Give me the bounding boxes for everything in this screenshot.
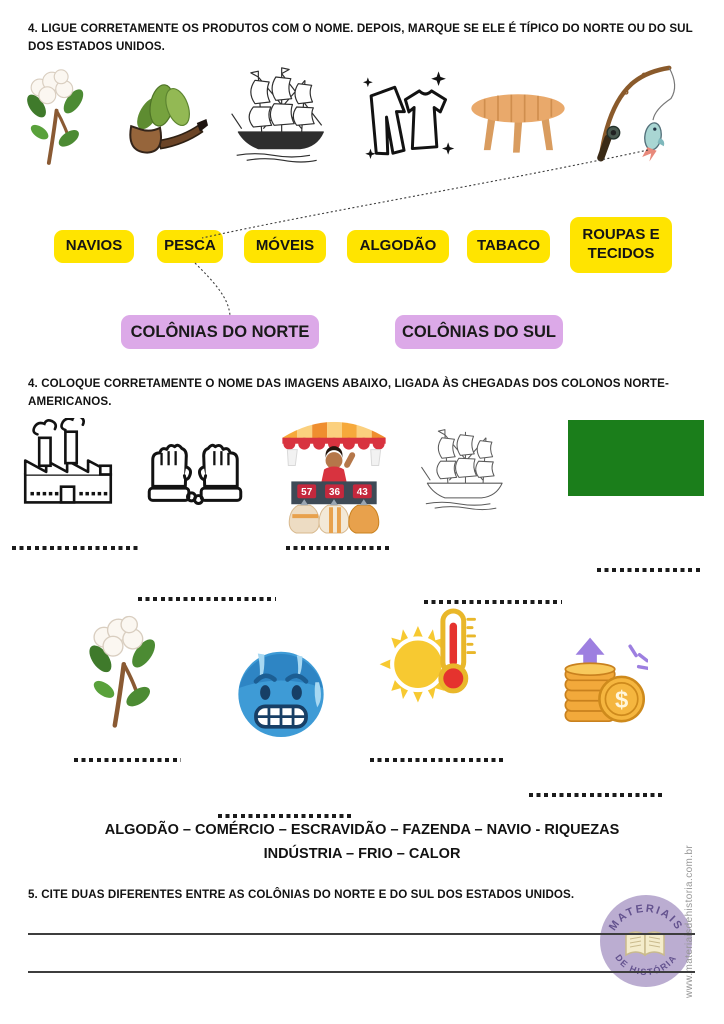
label-chip-tabaco[interactable]: TABACO — [467, 230, 550, 263]
answer-slot-riches[interactable] — [529, 793, 665, 797]
cotton-plant-icon[interactable] — [14, 66, 96, 166]
fishing-rod-icon[interactable] — [590, 62, 680, 162]
question-4-matching: 4. LIGUE CORRETAMENTE OS PRODUTOS COM O NOME. DEPOIS, MARQUE SE ELE É TÍPICO DO NORTE OU DO SUL DOS ESTADOS UNIDOS. — [28, 22, 693, 53]
label-chip-navios[interactable]: NAVIOS — [54, 230, 134, 263]
price-tag-3: 43 — [356, 486, 368, 498]
question-5: 5. CITE DUAS DIFERENTES ENTRE AS COLÔNIAS DO NORTE E DO SUL DOS ESTADOS UNIDOS. — [28, 888, 575, 901]
answer-slot-factory[interactable] — [12, 546, 140, 550]
label-chip-roupas-tecidos[interactable]: ROUPAS E TECIDOS — [570, 217, 672, 273]
open-book-icon — [626, 932, 664, 955]
cotton-plant-2-icon — [77, 593, 167, 748]
label-chip-moveis[interactable]: MÓVEIS — [244, 230, 326, 263]
question-4-naming: 4. COLOQUE CORRETAMENTE O NOME DAS IMAGENS ABAIXO, LIGADA ÀS CHEGADAS DOS COLONOS NORTE-AMERICANOS. — [28, 377, 669, 408]
badge-text-top: MATERIAIS — [606, 902, 686, 934]
answer-line-1[interactable] — [28, 933, 695, 935]
factory-icon — [20, 418, 116, 510]
wooden-table-icon[interactable] — [468, 88, 568, 158]
answer-slot-market[interactable] — [286, 546, 391, 550]
answer-line-2[interactable] — [28, 971, 695, 973]
answer-slot-heat[interactable] — [370, 758, 506, 762]
word-bank-line-2: INDÚSTRIA – FRIO – CALOR — [263, 846, 461, 862]
sun-thermometer-icon — [378, 598, 482, 718]
category-colonias-sul[interactable]: COLÔNIAS DO SUL — [395, 315, 563, 349]
chained-fists-icon — [136, 430, 254, 518]
price-tag-2: 36 — [328, 486, 341, 498]
market-stall-icon — [274, 402, 394, 536]
clothes-icon[interactable] — [360, 68, 456, 168]
answer-slot-farm[interactable] — [597, 568, 702, 572]
cold-face-icon — [230, 640, 332, 745]
dollar-sign: $ — [614, 686, 629, 714]
answer-slot-cold[interactable] — [218, 814, 354, 818]
badge-text-bottom: DE HISTÓRIA — [613, 952, 679, 978]
green-rectangle — [568, 420, 704, 496]
tobacco-pipe-icon[interactable] — [112, 80, 208, 162]
answer-slot-slavery[interactable] — [138, 597, 276, 601]
label-chip-pesca[interactable]: PESCA — [157, 230, 223, 263]
word-bank-line-1: ALGODÃO – COMÉRCIO – ESCRAVIDÃO – FAZENDA – NAVIO - RIQUEZAS — [104, 822, 620, 838]
watermark-url: www.materiaisdehistoria.com.br — [684, 844, 695, 998]
price-tag-1: 57 — [301, 486, 313, 498]
watermark-badge — [598, 893, 694, 989]
label-chip-algodao[interactable]: ALGODÃO — [347, 230, 449, 263]
answer-slot-ship[interactable] — [424, 600, 562, 604]
answer-slot-cotton[interactable] — [74, 758, 181, 762]
coins-icon — [550, 628, 648, 736]
sailing-ship-icon[interactable] — [230, 64, 330, 170]
category-colonias-norte[interactable]: COLÔNIAS DO NORTE — [121, 315, 319, 349]
sailing-ship-sketch-icon — [420, 414, 508, 526]
